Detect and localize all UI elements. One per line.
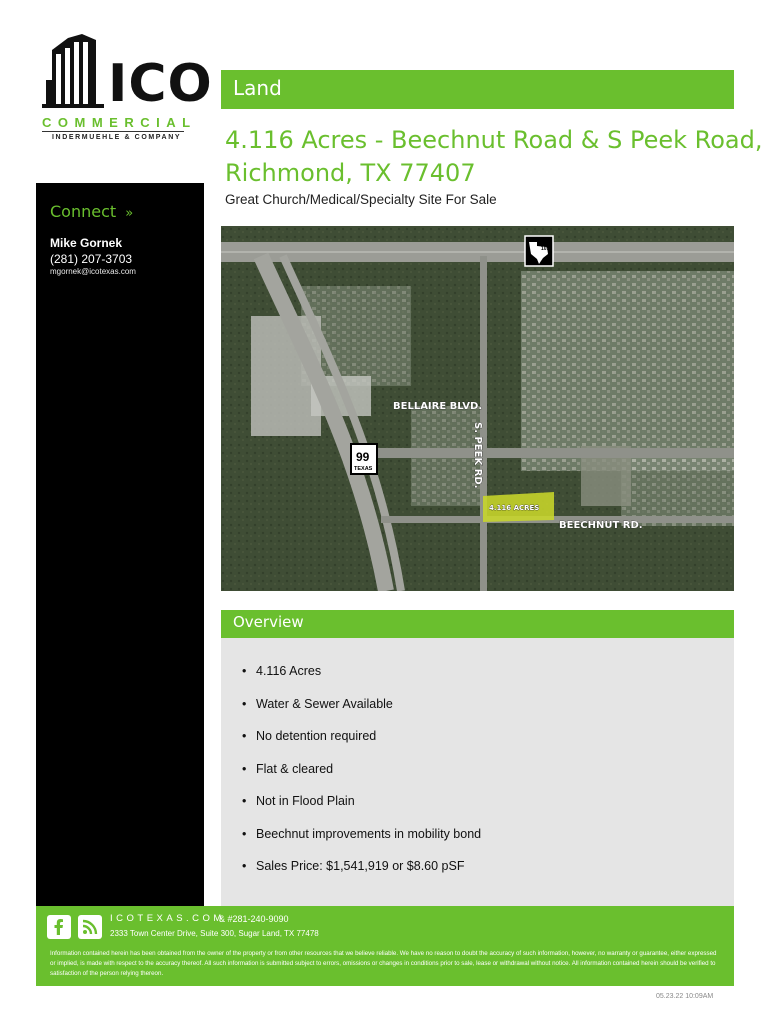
footer-address: 2333 Town Center Drive, Suite 300, Sugar Land, TX 77478	[110, 929, 319, 938]
connect-arrow-icon: »	[125, 206, 134, 221]
svg-text:99: 99	[356, 450, 370, 464]
connect-label: Connect	[50, 202, 117, 221]
footer-phone: & #281-240-9090	[219, 914, 289, 924]
bellaire-label: BELLAIRE BLVD.	[393, 401, 483, 412]
footer-disclaimer: Information contained herein has been obtained from the owner of the property or from other resources that we believe reliable. We have no reason to doubt the accuracy of such information, however, no warranty or guarantee, either expressed or implied, is made with respect to the accuracy thereof. All such information is submitted subject to errors, omissions or changes in conditions prior to sale, lease or withdrawal without notice. All information contained herein should be verified to satisfaction of the person relying thereon.	[50, 950, 717, 977]
logo-commercial-text: COMMERCIAL	[42, 115, 197, 130]
beechnut-label: BEECHNUT RD.	[559, 520, 643, 531]
logo-subline: INDERMUEHLE & COMPANY	[52, 134, 182, 141]
category-bar	[221, 70, 734, 109]
parcel-acres-label: 4.116 ACRES	[489, 504, 540, 512]
print-date-stamp: 05.23.22 10:09AM	[656, 993, 714, 1000]
connect-heading	[50, 202, 133, 221]
svg-text:1093: 1093	[541, 246, 553, 252]
list-item: • Water & Sewer Available	[242, 697, 481, 730]
overview-bullet-list	[242, 664, 481, 892]
list-item: • Not in Flood Plain	[242, 794, 481, 827]
peek-road-label: S. PEEK RD.	[472, 422, 483, 489]
agent-phone[interactable]: (281) 207-3703	[50, 252, 133, 266]
logo-wordmark: ICO	[108, 54, 213, 114]
website-link[interactable]: ICOTEXAS.COM	[110, 913, 225, 924]
list-item: • No detention required	[242, 729, 481, 762]
svg-text:TEXAS: TEXAS	[354, 466, 373, 472]
listing-subtitle: Great Church/Medical/Specialty Site For Sale	[225, 192, 497, 207]
list-item: • Sales Price: $1,541,919 or $8.60 pSF	[242, 859, 481, 892]
list-item: • 4.116 Acres	[242, 664, 481, 697]
listing-title-line2: Richmond, TX 77407	[225, 159, 476, 187]
listing-title-line1: 4.116 Acres - Beechnut Road & S Peek Road,	[225, 126, 763, 154]
highway-99-shield-icon	[351, 444, 377, 474]
rss-icon[interactable]	[78, 915, 102, 939]
texas-shield-icon	[525, 236, 553, 266]
contact-sidebar	[36, 183, 204, 906]
logo-divider	[42, 131, 184, 132]
aerial-map	[221, 226, 734, 591]
agent-email-link[interactable]: mgornek@icotexas.com	[50, 267, 136, 276]
list-item: • Beechnut improvements in mobility bond	[242, 827, 481, 860]
overview-heading: Overview	[233, 613, 304, 631]
category-label: Land	[233, 76, 282, 100]
agent-name: Mike Gornek	[50, 236, 123, 250]
list-item: • Flat & cleared	[242, 762, 481, 795]
facebook-icon[interactable]	[47, 915, 71, 939]
